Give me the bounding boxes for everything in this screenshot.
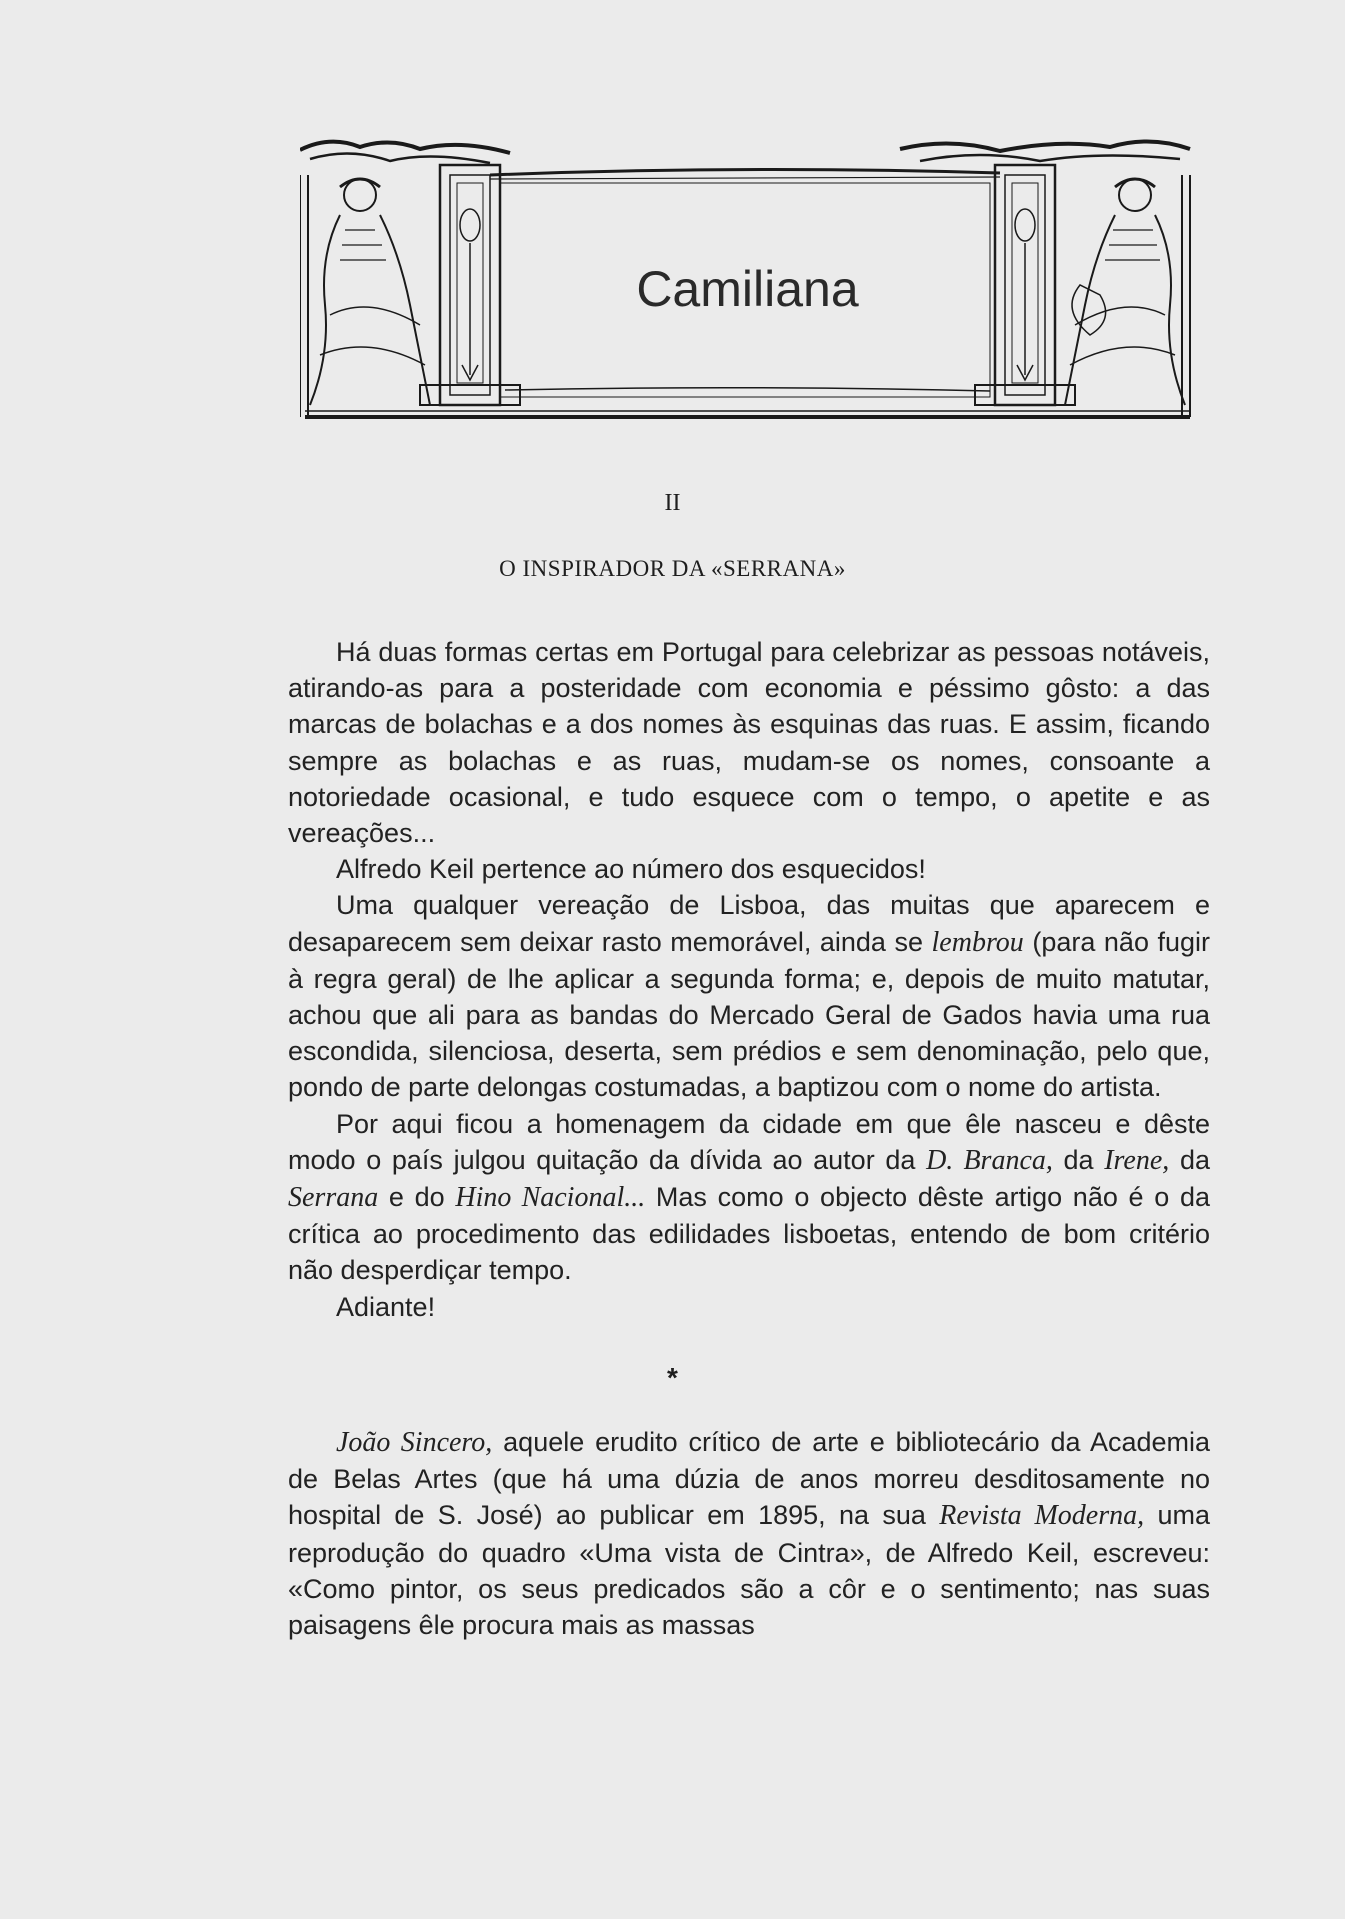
italic-text: Irene, (1104, 1144, 1170, 1176)
text-run: (para não fugir à regra geral) de lhe aplicar a segunda forma; e, depois de muito matutar, achou que ali para as bandas do Mercado Geral de Gados havia uma rua escondida, silenciosa, deserta, sem prédios e sem denominação, pelo que, pondo de parte delongas costumadas, a baptizou com o nome do artista. (288, 926, 1211, 1103)
text-run: Por aqui ficou a homenagem da cidade em que êle nasceu e dêste modo o país julgou quitação da dívida ao autor da (288, 1108, 1210, 1175)
text-run: aquele erudito crítico de arte e bibliotecário da Academia de Belas Artes (que há uma dúzia de anos morreu desditosamente no hospital de S. José) ao publicar em 1895, na sua (288, 1427, 1211, 1531)
article-body-section-1 (288, 634, 1210, 1325)
paragraph: Alfredo Keil pertence ao número dos esquecidos! (336, 854, 926, 885)
paragraph: Há duas formas certas em Portugal para celebrizar as pessoas notáveis, atirando-as para a posteridade com economia e péssimo gôsto: a das marcas de bolachas e a dos nomes às esquinas das ruas. E assim, ficando sempre as bolachas e as ruas, mudam-se os nomes, consoante a notoriedade ocasional, e tudo esquece com o tempo, o apetite e as vereações... (288, 637, 1210, 849)
article-body-section-2 (288, 1424, 1210, 1643)
text-run: da (1169, 1144, 1210, 1175)
header-banner (300, 135, 1195, 430)
text-run: uma reprodução do quadro «Uma vista de Cintra», de Alfredo Keil, escreveu: «Como pintor, os seus predicados são a côr e o sentimento; nas suas paisagens êle procura mais as massas (288, 1500, 1211, 1641)
article-title: O INSPIRADOR DA «SERRANA» (499, 556, 846, 581)
section-separator: * (667, 1362, 678, 1393)
italic-text: Hino Nacional... (455, 1182, 646, 1214)
text-run: Mas como o objecto dêste artigo não é o da crítica ao procedimento das edilidades lisboetas, entendo de bom critério não desperdiçar tempo. (288, 1182, 1210, 1286)
magazine-title: Camiliana (636, 261, 859, 317)
italic-text: lembrou (931, 926, 1024, 958)
italic-text: João Sincero, (336, 1427, 493, 1458)
text-run: da (1052, 1144, 1105, 1175)
paragraph (288, 1424, 1210, 1643)
text-run: Uma qualquer vereação de Lisboa, das muitas que aparecem e desaparecem sem deixar rasto memorável, ainda se (288, 890, 1210, 957)
paragraph (288, 1106, 1210, 1289)
text-run: e do (378, 1182, 456, 1213)
chapter-number: II (664, 490, 681, 516)
italic-text: Serrana (288, 1182, 379, 1214)
paragraph: Adiante! (336, 1291, 436, 1322)
italic-text: Revista Moderna, (939, 1500, 1145, 1532)
paragraph (288, 887, 1210, 1105)
italic-text: D. Branca, (926, 1144, 1053, 1176)
